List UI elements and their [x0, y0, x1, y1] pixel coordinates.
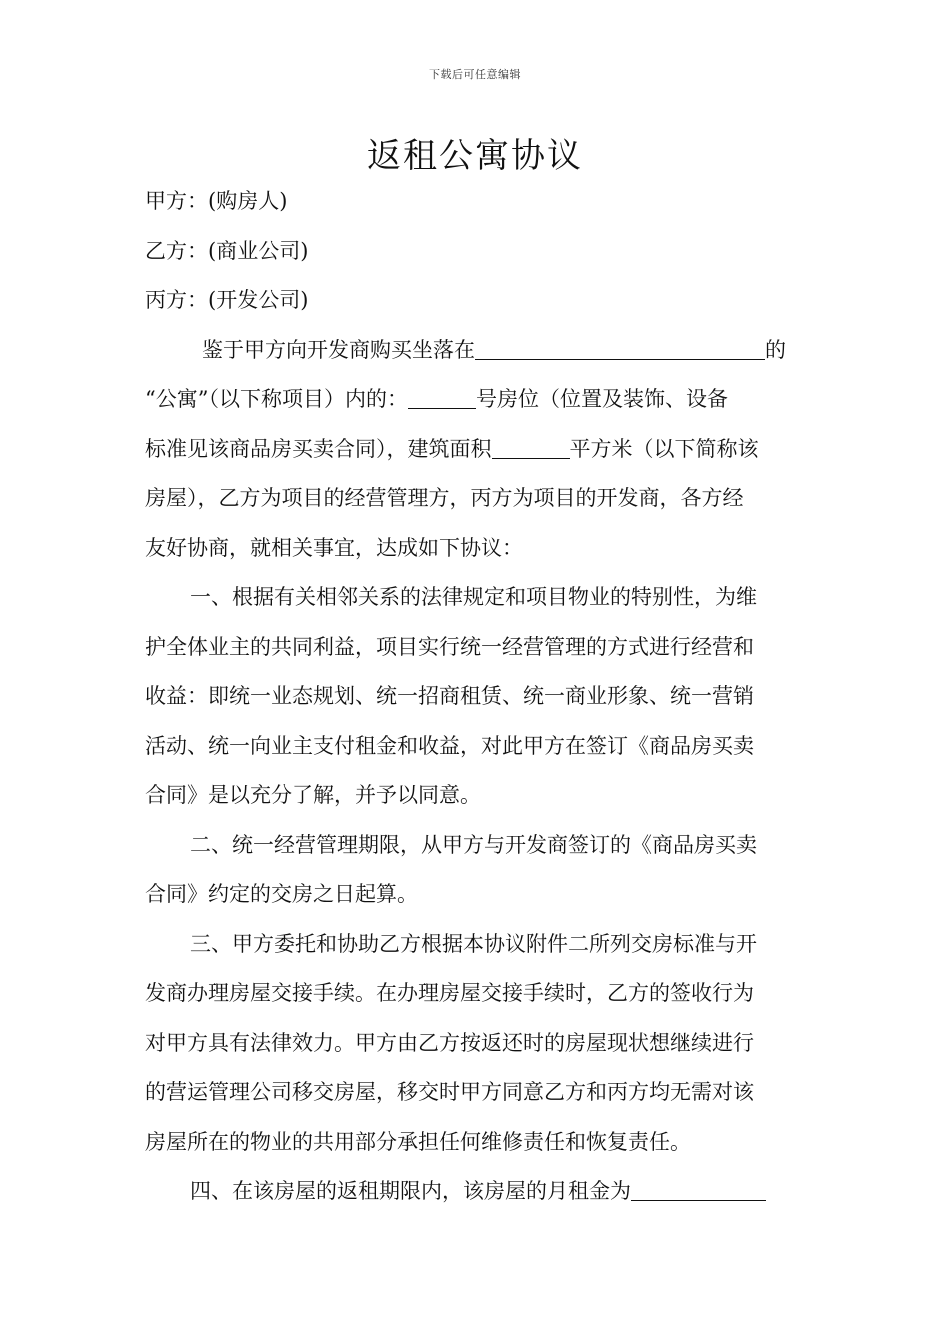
- preamble-text: 号房位（位置及装饰、设备: [475, 387, 728, 411]
- header-note: 下载后可任意编辑: [429, 68, 521, 81]
- clause-2-line-2: 合同》约定的交房之日起算。: [145, 882, 418, 906]
- preamble-line-5: 友好协商，就相关事宜，达成如下协议：: [145, 535, 523, 560]
- location-blank[interactable]: [475, 332, 765, 360]
- preamble-text: 鉴于甲方向开发商购买坐落在: [202, 337, 475, 362]
- preamble-text: 平方米（以下简称该: [569, 436, 759, 461]
- preamble-line-4: 房屋），乙方为项目的经营管理方，丙方为项目的开发商，各方经: [145, 486, 744, 510]
- preamble-text: “公寓”（以下称项目）内的：: [145, 387, 408, 411]
- clause-3-line-1: 三、甲方委托和协助乙方根据本协议附件二所列交房标准与开: [190, 931, 757, 956]
- preamble-line-2: [145, 375, 807, 425]
- document-body: [145, 177, 807, 1217]
- clause-2-line-1: 二、统一经营管理期限，从甲方与开发商签订的《商品房买卖: [190, 832, 757, 857]
- party-a: 甲方：(购房人): [145, 189, 288, 213]
- clause-1-line-4: 活动、统一向业主支付租金和收益，对此甲方在签订《商品房买卖: [145, 733, 754, 758]
- clause-1-line-1: 一、根据有关相邻关系的法律规定和项目物业的特别性，为维: [190, 585, 757, 609]
- document-title: 返租公寓协议: [367, 136, 583, 176]
- clause-3-line-4: 的营运管理公司移交房屋，移交时甲方同意乙方和丙方均无需对该: [145, 1080, 754, 1104]
- clause-4-line-1: [145, 1167, 807, 1217]
- monthly-rent-blank[interactable]: [631, 1173, 766, 1201]
- clause-4-text: 四、在该房屋的返租期限内，该房屋的月租金为: [190, 1179, 631, 1203]
- preamble-line-3: [145, 425, 807, 475]
- party-c: 丙方：(开发公司): [145, 288, 309, 312]
- preamble-text: 的: [765, 337, 786, 362]
- clause-1-line-3: 收益：即统一业态规划、统一招商租赁、统一商业形象、统一营销: [145, 684, 754, 708]
- preamble-line-1: [145, 326, 807, 376]
- party-b: 乙方：(商业公司): [145, 238, 309, 263]
- preamble-text: 标准见该商品房买卖合同），建筑面积: [145, 436, 492, 461]
- clause-3-line-2: 发商办理房屋交接手续。在办理房屋交接手续时，乙方的签收行为: [145, 981, 754, 1005]
- area-blank[interactable]: [492, 431, 570, 459]
- clause-1-line-5: 合同》是以充分了解，并予以同意。: [145, 783, 481, 807]
- clause-3-line-3: 对甲方具有法律效力。甲方由乙方按返还时的房屋现状想继续进行: [145, 1030, 754, 1055]
- clause-1-line-2: 护全体业主的共同利益，项目实行统一经营管理的方式进行经营和: [145, 634, 754, 659]
- clause-3-line-5: 房屋所在的物业的共用部分承担任何维修责任和恢复责任。: [145, 1129, 691, 1154]
- room-number-blank[interactable]: [408, 381, 476, 409]
